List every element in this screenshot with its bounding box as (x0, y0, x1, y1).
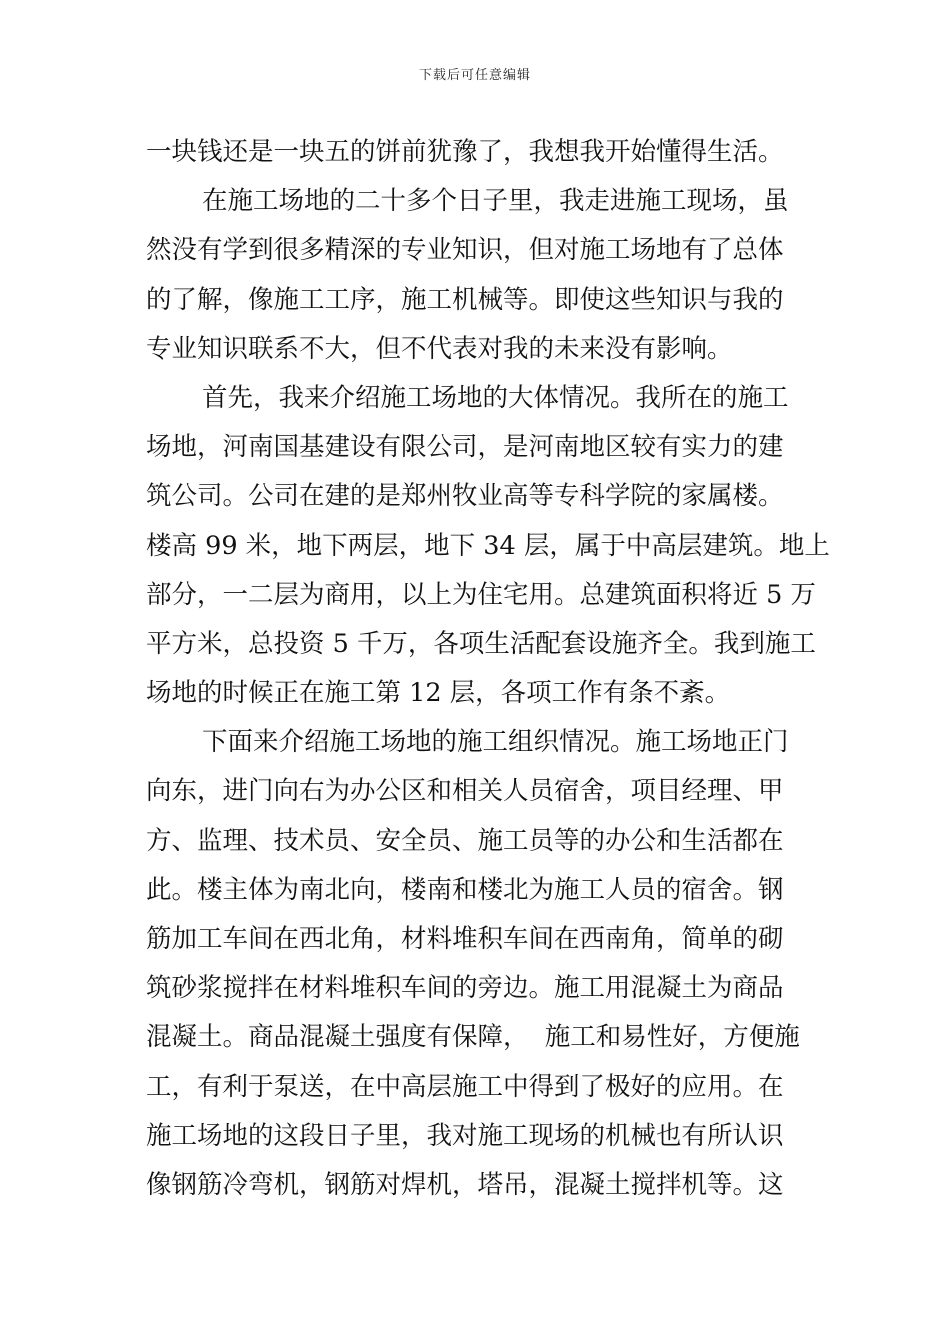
text-line: 下面来介绍施工场地的施工组织情况。施工场地正门 (202, 727, 789, 758)
text-line: 筑砂浆搅拌在材料堆积车间的旁边。施工用混凝土为商品 (146, 973, 784, 1004)
text-line: 方、监理、技术员、安全员、施工员等的办公和生活都在 (146, 825, 784, 856)
document-body (146, 128, 830, 1210)
text-line: 专业知识联系不大，但不代表对我的未来没有影响。 (146, 333, 733, 364)
text-line: 场地的时候正在施工第 12 层，各项工作有条不紊。 (146, 678, 731, 709)
text-line: 的了解，像施工工序，施工机械等。即使这些知识与我的 (146, 284, 784, 315)
text-line: 此。楼主体为南北向，楼南和楼北为施工人员的宿舍。钢 (146, 874, 784, 905)
text-line: 平方米，总投资 5 千万，各项生活配套设施齐全。我到施工 (146, 628, 816, 659)
text-line: 然没有学到很多精深的专业知识，但对施工场地有了总体 (146, 235, 784, 266)
text-line: 混凝土。商品混凝土强度有保障， 施工和易性好，方便施 (146, 1022, 800, 1053)
text-line: 筋加工车间在西北角，材料堆积车间在西南角，简单的砌 (146, 924, 784, 954)
text-line: 部分，一二层为商用，以上为住宅用。总建筑面积将近 5 万 (146, 579, 816, 610)
text-line: 在施工场地的二十多个日子里，我走进施工现场，虽 (202, 186, 789, 217)
text-line: 像钢筋冷弯机，钢筋对焊机，塔吊，混凝土搅拌机等。这 (146, 1169, 784, 1200)
text-line: 施工场地的这段日子里，我对施工现场的机械也有所认识 (146, 1120, 784, 1151)
text-line: 一块钱还是一块五的饼前犹豫了，我想我开始懂得生活。 (146, 137, 784, 167)
text-line: 向东，进门向右为办公区和相关人员宿舍，项目经理、甲 (146, 776, 784, 807)
page-header: 下载后可任意编辑 (418, 68, 531, 83)
text-line: 场地，河南国基建设有限公司，是河南地区较有实力的建 (146, 432, 784, 463)
text-line: 工，有利于泵送，在中高层施工中得到了极好的应用。在 (146, 1071, 784, 1102)
text-line: 楼高 99 米，地下两层，地下 34 层，属于中高层建筑。地上 (146, 530, 830, 561)
text-line: 筑公司。公司在建的是郑州牧业高等专科学院的家属楼。 (146, 481, 784, 512)
text-line: 首先，我来介绍施工场地的大体情况。我所在的施工 (202, 382, 789, 413)
